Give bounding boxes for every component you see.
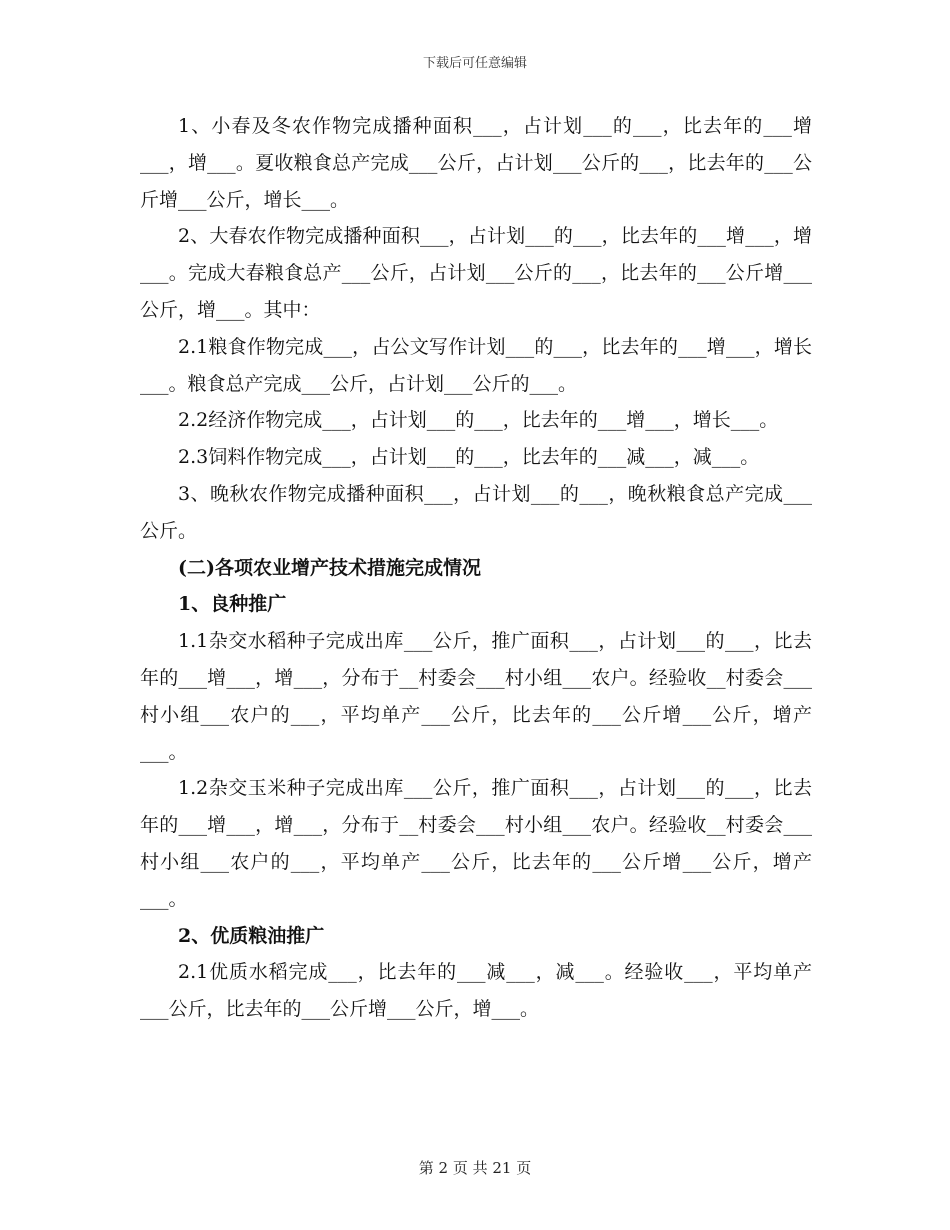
section-heading: (二)各项农业增产技术措施完成情况: [178, 556, 481, 579]
paragraph-2: 2、大春农作物完成播种面积___，占计划___的___，比去年的___增___，增___。完成大春粮食总产___公斤，占计划___公斤的___，比去年的___公斤增___公斤，增___。其中：: [140, 225, 812, 321]
subsection-heading-grain-oil: 2、优质粮油推广: [178, 924, 325, 947]
paragraph-1-1: 1.1杂交水稻种子完成出库___公斤，推广面积___，占计划___的___，比去年的___增___，增___，分布于__村委会___村小组___农户。经验收__村委会___村小组___农户的___，平均单产___公斤，比去年的___公斤增___公斤，增产___。: [140, 630, 812, 763]
paragraph-2-1-rice: 2.1优质水稻完成___，比去年的___减___，减___。经验收___，平均单产___公斤，比去年的___公斤增___公斤，增___。: [140, 961, 812, 1021]
document-body: [140, 108, 812, 1028]
paragraph-2-3: 2.3饲料作物完成___，占计划___的___，比去年的___减___，减___。: [178, 446, 760, 469]
paragraph-2-2: 2.2经济作物完成___，占计划___的___，比去年的___增___，增长___。: [178, 409, 779, 432]
page-number: 第 2 页 共 21 页: [418, 1159, 532, 1177]
subsection-heading-seeds: 1、良种推广: [178, 593, 287, 616]
paragraph-1: 1、小春及冬农作物完成播种面积___，占计划___的___，比去年的___增___，增___。夏收粮食总产完成___公斤，占计划___公斤的___，比去年的___公斤增___公斤，增长___。: [140, 115, 812, 211]
paragraph-3: 3、晚秋农作物完成播种面积___，占计划___的___，晚秋粮食总产完成___公斤。: [140, 482, 812, 542]
page-header-note: 下载后可任意编辑: [422, 56, 527, 71]
paragraph-2-1: 2.1粮食作物完成___，占公文写作计划___的___，比去年的___增___，增长___。粮食总产完成___公斤，占计划___公斤的___。: [140, 335, 812, 395]
paragraph-1-2: 1.2杂交玉米种子完成出库___公斤，推广面积___，占计划___的___，比去年的___增___，增___，分布于__村委会___村小组___农户。经验收__村委会___村小组___农户的___，平均单产___公斤，比去年的___公斤增___公斤，增产___。: [140, 777, 812, 910]
